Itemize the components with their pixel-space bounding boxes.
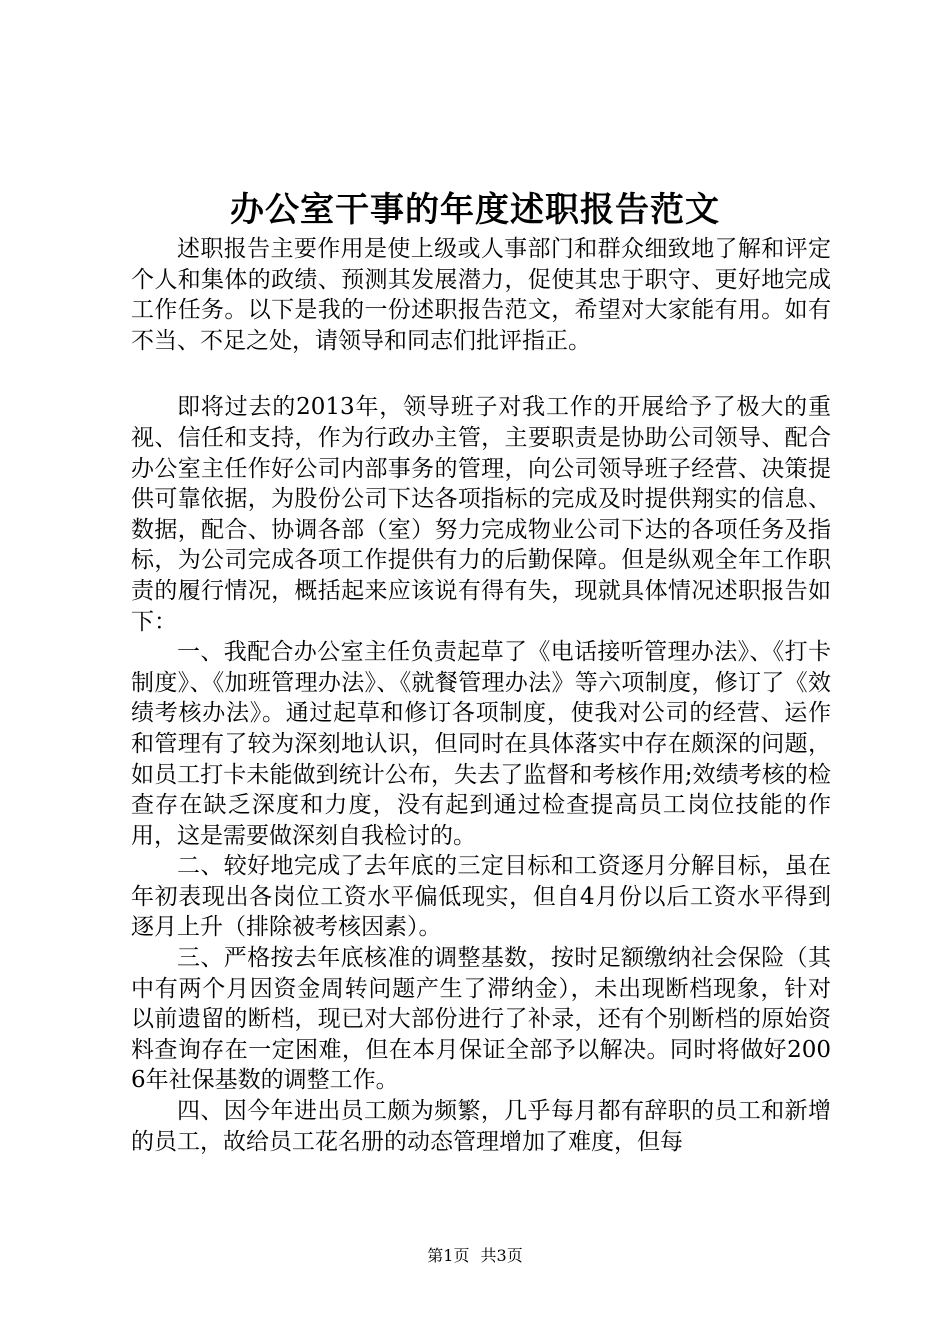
paragraph-item-1: 一、我配合办公室主任负责起草了《电话接听管理办法》、《打卡制度》、《加班管理办法》、《就餐管理办法》等六项制度，修订了《效绩考核办法》。通过起草和修订各项制度，使我对公司的经营、运作和管理有了较为深刻地认识，但同时在具体落实中存在颇深的问题，如员工打卡未能做到统计公布，失去了监督和考核作用;效绩考核的检查存在缺乏深度和力度，没有起到通过检查提高员工岗位技能的作用，这是需要做深刻自我检讨的。 [131, 639, 831, 849]
page-number: 第1页 [427, 1246, 470, 1265]
page-total: 共3页 [480, 1246, 523, 1265]
paragraph-item-4: 四、因今年进出员工颇为频繁，几乎每月都有辞职的员工和新增的员工，故给员工花名册的动态管理增加了难度，但每 [131, 1098, 831, 1155]
document-title: 办公室干事的年度述职报告范文 [230, 190, 720, 230]
paragraph-item-3: 三、严格按去年底核准的调整基数，按时足额缴纳社会保险（其中有两个月因资金周转问题产生了滞纳金），未出现断档现象，针对以前遗留的断档，现已对大部份进行了补录，还有个别断档的原始资料查询存在一定困难，但在本月保证全部予以解决。同时将做好2006年社保基数的调整工作。 [131, 945, 831, 1094]
paragraph-intro: 述职报告主要作用是使上级或人事部门和群众细致地了解和评定个人和集体的政绩、预测其发展潜力，促使其忠于职守、更好地完成工作任务。以下是我的一份述职报告范文，希望对大家能有用。如有不当、不足之处，请领导和同志们批评指正。 [131, 236, 831, 354]
page-footer [0, 1246, 950, 1266]
paragraph-item-2: 二、较好地完成了去年底的三定目标和工资逐月分解目标，虽在年初表现出各岗位工资水平偏低现实，但自4月份以后工资水平得到逐月上升（排除被考核因素）。 [131, 853, 831, 941]
paragraph-overview: 即将过去的2013年，领导班子对我工作的开展给予了极大的重视、信任和支持，作为行政办主管，主要职责是协助公司领导、配合办公室主任作好公司内部事务的管理，向公司领导班子经营、决策提供可靠依据，为股份公司下达各项指标的完成及时提供翔实的信息、数据，配合、协调各部（室）努力完成物业公司下达的各项任务及指标，为公司完成各项工作提供有力的后勤保障。但是纵观全年工作职责的履行情况，概括起来应该说有得有失，现就具体情况述职报告如下： [131, 394, 831, 635]
document-body [131, 234, 831, 1157]
